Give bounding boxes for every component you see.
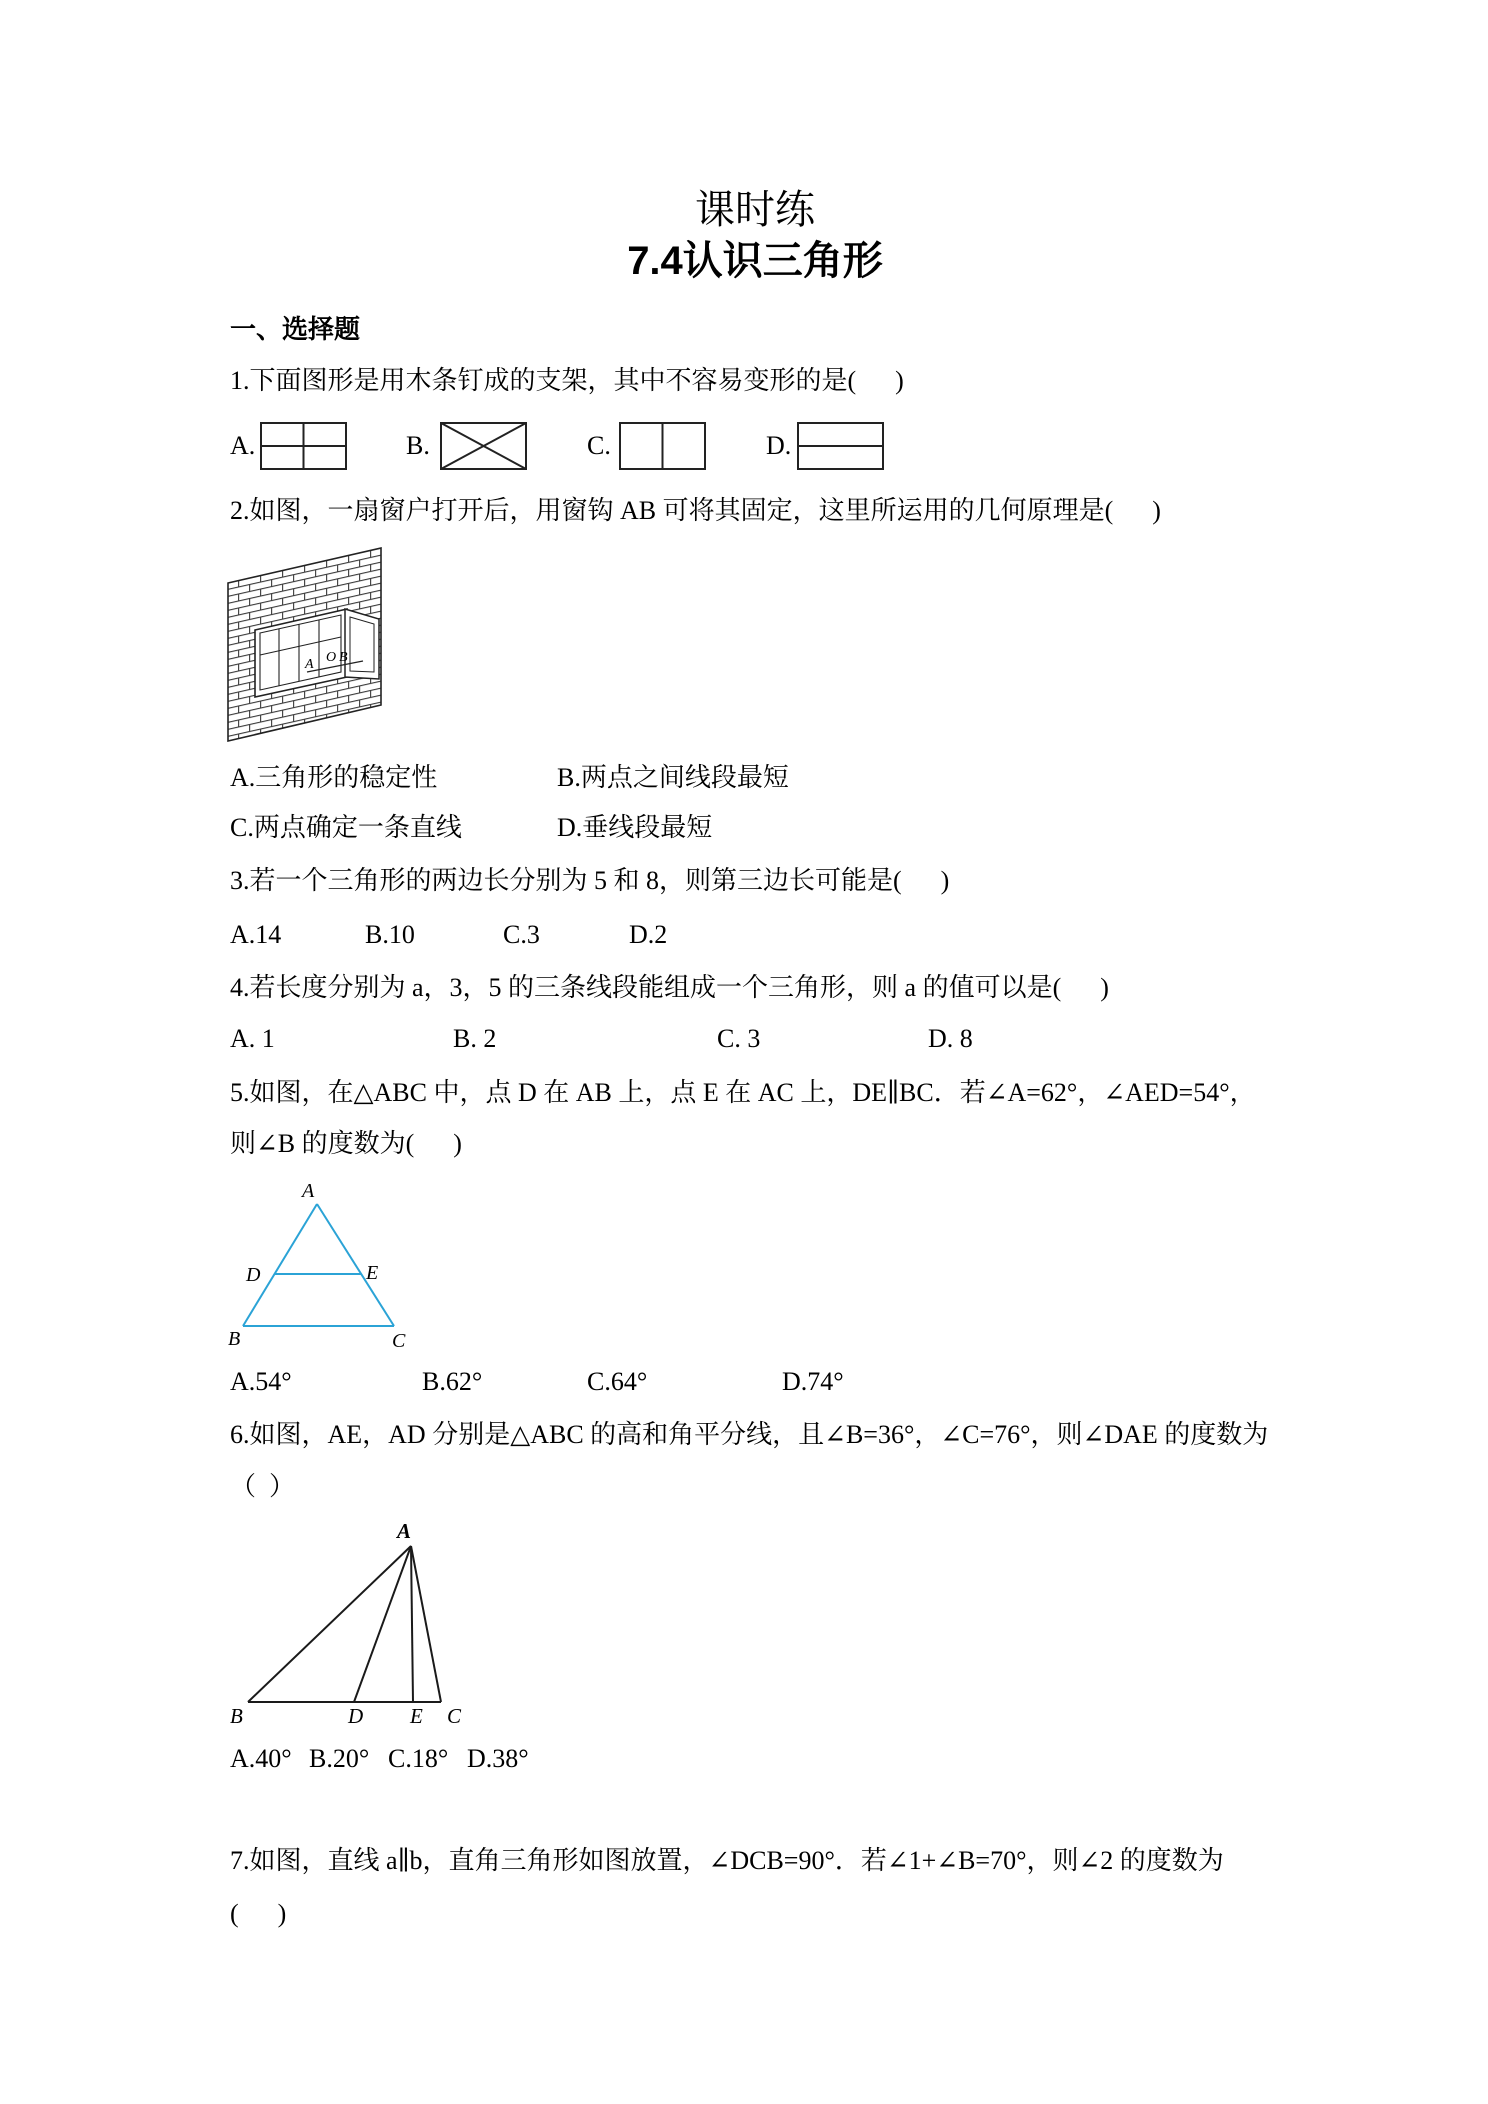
question-2-option-c: C.两点确定一条直线 [230, 813, 462, 842]
question-4-option-b: B. 2 [453, 1024, 497, 1053]
open-window-figure [227, 547, 387, 743]
question-6-option-a: A.40° [230, 1744, 292, 1773]
question-3-option-c: C.3 [503, 920, 540, 949]
label-e: E [366, 1262, 379, 1284]
rect-diagonals-figure [439, 421, 528, 471]
label-b: B [230, 1704, 243, 1728]
question-2-stem: 2.如图，一扇窗户打开后，用窗钩 AB 可将其固定，这里所运用的几何原理是( ) [230, 496, 1161, 525]
label-b: B [339, 650, 348, 665]
worksheet-title: 课时练 [695, 187, 815, 232]
rect-horizontal-divider-figure [796, 421, 885, 471]
question-3-option-d: D.2 [629, 920, 668, 949]
question-4-option-c: C. 3 [717, 1024, 761, 1053]
label-o: O [326, 650, 337, 665]
label-b: B [228, 1328, 241, 1350]
question-1-stem: 1.下面图形是用木条钉成的支架，其中不容易变形的是( ) [230, 366, 904, 395]
question-5-option-d: D.74° [782, 1367, 844, 1396]
question-6-answer-blank: （ ） [230, 1472, 296, 1501]
question-5-option-c: C.64° [587, 1367, 648, 1396]
question-6-stem-line-1: 6.如图，AE，AD 分别是△ABC 的高和角平分线，且∠B=36°，∠C=76°，则∠DAE 的度数为 [230, 1420, 1269, 1449]
question-1-option-a-label: A. [230, 431, 256, 460]
question-2-option-a: A.三角形的稳定性 [230, 763, 438, 792]
triangle-altitude-bisector-figure [227, 1518, 472, 1733]
label-a: A [302, 1180, 315, 1202]
side-ac [317, 1204, 394, 1326]
label-d: D [348, 1704, 364, 1728]
question-7-stem-line-1: 7.如图，直线 a∥b，直角三角形如图放置，∠DCB=90°．若∠1+∠B=70°，则∠2 的度数为 [230, 1846, 1224, 1875]
label-c: C [392, 1330, 406, 1352]
label-a: A [397, 1519, 412, 1543]
angle-bisector-ad [354, 1546, 411, 1702]
question-7-answer-blank: ( ) [230, 1899, 287, 1928]
question-3-stem: 3.若一个三角形的两边长分别为 5 和 8，则第三边长可能是( ) [230, 866, 950, 895]
question-2-option-b: B.两点之间线段最短 [557, 763, 789, 792]
question-5-stem-line-1: 5.如图，在△ABC 中，点 D 在 AB 上，点 E 在 AC 上，DE∥BC．若∠A=62°，∠AED=54°， [230, 1078, 1256, 1107]
side-ab [248, 1546, 411, 1702]
triangle-lines [248, 1546, 441, 1702]
question-1-option-d-label: D. [766, 431, 792, 460]
question-5-option-b: B.62° [422, 1367, 483, 1396]
question-2-option-d: D.垂线段最短 [557, 813, 713, 842]
question-6-option-c: C.18° [388, 1744, 449, 1773]
rect-cross-figure [259, 421, 348, 471]
question-4-option-d: D. 8 [928, 1024, 973, 1053]
question-6-option-b: B.20° [309, 1744, 370, 1773]
side-ac [411, 1546, 441, 1702]
question-5-option-a: A.54° [230, 1367, 292, 1396]
label-d: D [246, 1264, 261, 1286]
label-a: A [305, 657, 314, 672]
question-4-option-a: A. 1 [230, 1024, 275, 1053]
question-3-option-a: A.14 [230, 920, 282, 949]
label-e: E [410, 1704, 423, 1728]
question-3-option-b: B.10 [365, 920, 415, 949]
altitude-ae [411, 1546, 413, 1702]
section-heading: 一、选择题 [230, 314, 361, 344]
triangle-abc-parallel-de-figure [227, 1177, 412, 1355]
question-1-option-b-label: B. [406, 431, 430, 460]
rect-vertical-divider-figure [618, 421, 707, 471]
question-6-option-d: D.38° [467, 1744, 529, 1773]
question-5-stem-line-2: 则∠B 的度数为( ) [230, 1129, 462, 1158]
label-c: C [447, 1704, 462, 1728]
question-1-option-c-label: C. [587, 431, 611, 460]
question-4-stem: 4.若长度分别为 a，3，5 的三条线段能组成一个三角形，则 a 的值可以是( ) [230, 973, 1109, 1002]
lesson-title: 7.4认识三角形 [627, 239, 883, 283]
